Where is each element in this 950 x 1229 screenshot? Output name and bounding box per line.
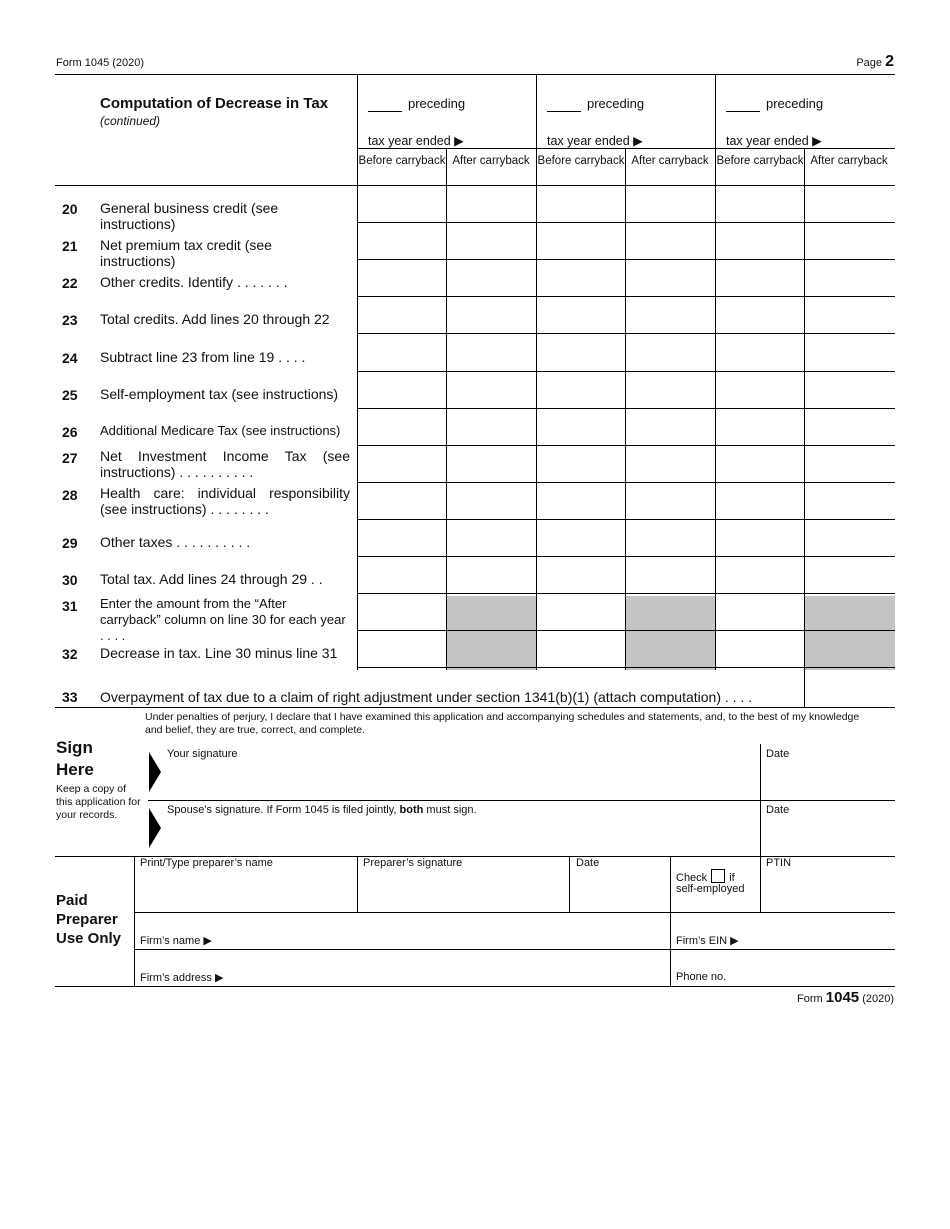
line-text: Subtract line 23 from line 19 . . . . [100, 348, 306, 365]
line-28-before-amount-field[interactable] [358, 483, 446, 518]
shaded-cell [447, 596, 536, 670]
line-24-before-amount-field[interactable] [537, 334, 625, 369]
your-signature-field[interactable] [165, 745, 759, 800]
line-25-before-amount-field[interactable] [716, 372, 804, 407]
line-22-before-amount-field[interactable] [716, 260, 804, 295]
sign-title: Sign [56, 738, 93, 757]
line-20-before-amount-field[interactable] [358, 186, 446, 221]
preparer-name-label: Print/Type preparer’s name [140, 857, 273, 869]
line-28-after-amount-field[interactable] [447, 483, 536, 518]
line-27-after-amount-field[interactable] [447, 446, 536, 481]
line-25-after-amount-field[interactable] [447, 372, 536, 407]
preparer-date-label: Date [576, 857, 600, 869]
preparer-bottom-rule [55, 986, 895, 987]
line-32-before-amount-field[interactable] [537, 631, 625, 666]
preceding-label: preceding [408, 96, 466, 111]
line-30-after-amount-field[interactable] [626, 557, 715, 592]
date-label: Date [766, 748, 790, 760]
sign-title: Here [56, 760, 94, 779]
line-25-after-amount-field[interactable] [626, 372, 715, 407]
line-24-before-amount-field[interactable] [358, 334, 446, 369]
section-title: Computation of Decrease in Tax [100, 95, 329, 112]
after-carryback-header: After carryback [452, 155, 530, 167]
ptin-label: PTIN [766, 857, 792, 869]
shaded-cell [626, 596, 715, 670]
line-27-after-amount-field[interactable] [805, 446, 895, 481]
preparer-rule [134, 949, 895, 950]
line-27-before-amount-field[interactable] [716, 446, 804, 481]
line-22-after-amount-field[interactable] [447, 260, 536, 295]
spouse-signature-label [167, 804, 477, 816]
line-text: Self-employment tax (see instructions) [100, 385, 339, 402]
line-21-after-amount-field[interactable] [805, 223, 895, 258]
preparer-divider [134, 856, 135, 987]
if-label: if [729, 872, 735, 884]
line-26-after-amount-field[interactable] [805, 409, 895, 444]
tax-year-ended-label: tax year ended ▶ [726, 134, 822, 148]
line-29-before-amount-field[interactable] [537, 520, 625, 555]
signature-rule [148, 800, 895, 801]
line-28-after-amount-field[interactable] [805, 483, 895, 518]
line33-amount-field[interactable] [805, 670, 895, 708]
preparer-title: Use Only [56, 930, 122, 947]
preparer-rule [134, 912, 895, 913]
preceding-label: preceding [766, 96, 824, 111]
preparer-date-field[interactable] [571, 872, 669, 911]
line-21-before-amount-field[interactable] [537, 223, 625, 258]
date-label: Date [766, 804, 790, 816]
arrow-icon [149, 808, 161, 848]
line-text: Other credits. Identify . . . . . . . [100, 274, 288, 291]
line-21-after-amount-field[interactable] [626, 223, 715, 258]
line-text: Decrease in tax. Line 30 minus line 31 [100, 645, 338, 662]
line-23-after-amount-field[interactable] [447, 297, 536, 332]
line-29-after-amount-field[interactable] [447, 520, 536, 555]
line-number: 27 [62, 449, 78, 466]
line-number: 29 [62, 535, 78, 551]
line-number: 33 [62, 689, 78, 705]
line-31-before-amount-field[interactable] [537, 594, 625, 629]
before-carryback-header: Before carryback [537, 155, 625, 167]
self-employed-label: self-employed [676, 883, 745, 895]
line-23-before-amount-field[interactable] [358, 297, 446, 332]
line-30-before-amount-field[interactable] [716, 557, 804, 592]
line-21-before-amount-field[interactable] [358, 223, 446, 258]
line-text: Enter the amount from the “After carryback” column on line 30 for each year . . . . [100, 596, 346, 644]
preparer-divider [670, 856, 671, 987]
line-text: Additional Medicare Tax (see instructions) [100, 422, 341, 438]
your-signature-label: Your signature [167, 748, 238, 760]
line-23-before-amount-field[interactable] [537, 297, 625, 332]
before-carryback-header: Before carryback [716, 155, 804, 167]
line-text: Health care: individual responsibility (see instructions) . . . . . . . . [100, 484, 350, 517]
line-32-before-amount-field[interactable] [358, 631, 446, 666]
arrow-icon [149, 752, 161, 792]
line-20-after-amount-field[interactable] [447, 186, 536, 221]
footer-form-word: Form [797, 993, 823, 1005]
spouse-signature-date-field[interactable] [762, 820, 894, 855]
ptin-field[interactable] [762, 872, 894, 911]
line-number: 31 [62, 598, 78, 615]
line-text: Net Investment Income Tax (see instructions) . . . . . . . . . . [100, 447, 350, 480]
your-signature-date-field[interactable] [762, 745, 894, 800]
line-text: Total tax. Add lines 24 through 29 . . [100, 571, 323, 588]
form-label: Form 1045 (2020) [56, 57, 145, 69]
line-20-after-amount-field[interactable] [805, 186, 895, 221]
section-subtitle: (continued) [100, 114, 161, 128]
firm-address-field[interactable] [230, 951, 668, 985]
preparer-signature-label: Preparer’s signature [363, 857, 463, 869]
preparer-divider [569, 856, 570, 912]
subheader-rule [357, 148, 895, 149]
line-number: 26 [62, 423, 78, 440]
line-25-before-amount-field[interactable] [358, 372, 446, 407]
after-carryback-header: After carryback [631, 155, 709, 167]
line-27-before-amount-field[interactable] [358, 446, 446, 481]
line-28-before-amount-field[interactable] [716, 483, 804, 518]
line-text: Other taxes . . . . . . . . . . [100, 534, 251, 550]
line-22-before-amount-field[interactable] [537, 260, 625, 295]
firm-name-field[interactable] [230, 914, 668, 948]
line-23-after-amount-field[interactable] [626, 297, 715, 332]
line-27-after-amount-field[interactable] [626, 446, 715, 481]
line-24-after-amount-field[interactable] [626, 334, 715, 369]
row-rule [357, 667, 895, 668]
shaded-cell [805, 596, 895, 670]
line-26-before-amount-field[interactable] [716, 409, 804, 444]
line-number: 32 [62, 646, 78, 663]
line-24-after-amount-field[interactable] [447, 334, 536, 369]
line-number: 30 [62, 572, 78, 589]
footer-form [797, 989, 894, 1006]
line-24-before-amount-field[interactable] [716, 334, 804, 369]
line-28-before-amount-field[interactable] [537, 483, 625, 518]
line-25-before-amount-field[interactable] [537, 372, 625, 407]
line-20-before-amount-field[interactable] [537, 186, 625, 221]
line-25-after-amount-field[interactable] [805, 372, 895, 407]
spouse-label-bold: both [399, 804, 424, 816]
spouse-signature-field[interactable] [165, 820, 759, 855]
line-number: 20 [62, 201, 78, 218]
line-20-before-amount-field[interactable] [716, 186, 804, 221]
footer-form-number: 1045 [825, 989, 860, 1006]
firm-ein-field[interactable] [745, 914, 894, 948]
tax-year-ended-label: tax year ended ▶ [368, 134, 464, 148]
line-29-before-amount-field[interactable] [358, 520, 446, 555]
line-27-before-amount-field[interactable] [537, 446, 625, 481]
line-text: General business credit (see instructions) [100, 200, 279, 233]
line-26-after-amount-field[interactable] [447, 409, 536, 444]
line-22-before-amount-field[interactable] [358, 260, 446, 295]
firm-address-label: Firm’s address ▶ [140, 972, 224, 984]
keep-copy-note: Keep a copy of this application for your records. [56, 783, 141, 821]
header-rule [55, 74, 895, 75]
year-blank-field[interactable] [547, 111, 581, 112]
line-number: 22 [62, 275, 78, 292]
line-22-after-amount-field[interactable] [805, 260, 895, 295]
line-31-before-amount-field[interactable] [716, 594, 804, 629]
self-employed-checkbox[interactable] [711, 869, 725, 883]
line-23-before-amount-field[interactable] [716, 297, 804, 332]
tax-year-ended-label: tax year ended ▶ [547, 134, 643, 148]
line-number: 25 [62, 386, 78, 403]
line-31-before-amount-field[interactable] [358, 594, 446, 629]
line-28-after-amount-field[interactable] [626, 483, 715, 518]
phone-label: Phone no. [676, 971, 727, 983]
line-number: 28 [62, 486, 78, 503]
footer-year: (2020) [862, 993, 894, 1005]
line-number: 23 [62, 312, 78, 329]
page-label: Page [856, 57, 883, 69]
line-22-after-amount-field[interactable] [626, 260, 715, 295]
line-26-before-amount-field[interactable] [358, 409, 446, 444]
line-text: Net premium tax credit (see instructions) [100, 237, 272, 270]
line-text: Overpayment of tax due to a claim of right adjustment under section 1341(b)(1) (attach computation) . . . . [100, 689, 753, 705]
page-number: 2 [885, 53, 894, 70]
line-number: 21 [62, 238, 78, 255]
line-29-after-amount-field[interactable] [805, 520, 895, 555]
year-blank-field[interactable] [726, 111, 760, 112]
preparer-divider [760, 856, 761, 912]
line-30-after-amount-field[interactable] [447, 557, 536, 592]
spouse-label-text: must sign. [423, 804, 477, 816]
line-32-before-amount-field[interactable] [716, 631, 804, 666]
line-30-after-amount-field[interactable] [805, 557, 895, 592]
self-employed-check [676, 869, 735, 884]
phone-field[interactable] [735, 951, 894, 985]
line-23-after-amount-field[interactable] [805, 297, 895, 332]
line-20-after-amount-field[interactable] [626, 186, 715, 221]
line33-rule [55, 707, 895, 708]
spouse-label-text: Spouse’s signature. If Form 1045 is filed jointly, [167, 804, 400, 816]
preparer-name-field[interactable] [136, 872, 356, 911]
year-blank-field[interactable] [368, 111, 402, 112]
line-26-before-amount-field[interactable] [537, 409, 625, 444]
line-21-before-amount-field[interactable] [716, 223, 804, 258]
line-text: Total credits. Add lines 20 through 22 [100, 311, 330, 328]
line-29-after-amount-field[interactable] [626, 520, 715, 555]
check-label: Check [676, 872, 708, 884]
page-indicator [856, 53, 894, 71]
line-number: 24 [62, 349, 78, 366]
firm-ein-label: Firm’s EIN ▶ [676, 935, 739, 947]
before-carryback-header: Before carryback [358, 155, 446, 167]
line-24-after-amount-field[interactable] [805, 334, 895, 369]
preparer-signature-field[interactable] [359, 872, 568, 911]
preparer-title: Paid [56, 892, 88, 909]
line-30-before-amount-field[interactable] [358, 557, 446, 592]
line-29-before-amount-field[interactable] [716, 520, 804, 555]
line-26-after-amount-field[interactable] [626, 409, 715, 444]
after-carryback-header: After carryback [810, 155, 888, 167]
line-21-after-amount-field[interactable] [447, 223, 536, 258]
firm-name-label: Firm’s name ▶ [140, 935, 212, 947]
line-30-before-amount-field[interactable] [537, 557, 625, 592]
preparer-title: Preparer [56, 911, 118, 928]
perjury-statement: Under penalties of perjury, I declare that I have examined this application and accompanying schedules and statements, and, to the best of my knowledge and belief, they are true, correct, and complete. [145, 711, 860, 736]
preceding-label: preceding [587, 96, 645, 111]
preparer-divider [357, 856, 358, 912]
